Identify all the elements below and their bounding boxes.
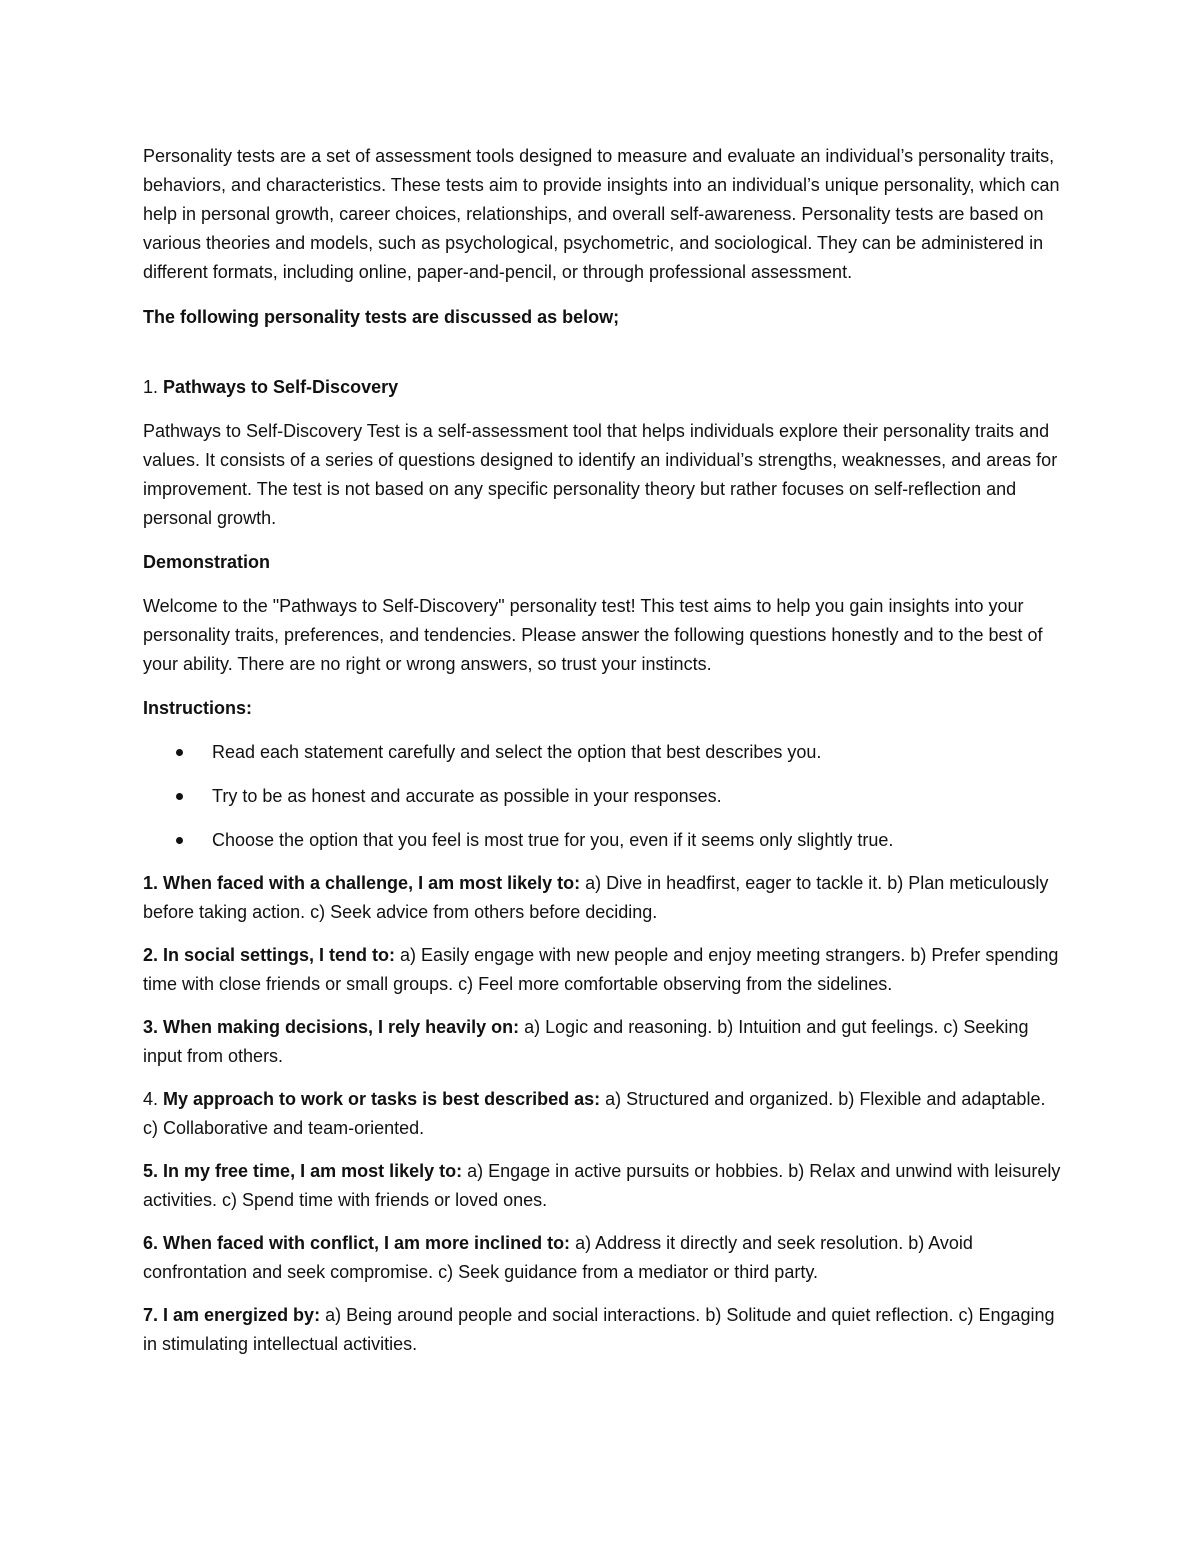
section-1-description: Pathways to Self-Discovery Test is a self-assessment tool that helps individuals explore their personality traits and values. It consists of a series of questions designed to identify an individual’s strengths, weaknesses, and areas for improvement. The test is not based on any specific personality theory but rather focuses on self-reflection and personal growth. — [143, 421, 1058, 528]
question-7 — [143, 1301, 1063, 1359]
question-6 — [143, 1229, 1063, 1287]
question-number: 1. — [143, 873, 159, 893]
list-item — [143, 782, 1063, 811]
question-number: 3. — [143, 1017, 159, 1037]
question-number: 4. — [143, 1089, 159, 1109]
question-4 — [143, 1085, 1063, 1143]
demonstration-text: Welcome to the "Pathways to Self-Discovery" personality test! This test aims to help you gain insights into your personality traits, preferences, and tendencies. Please answer the following questions honestly and to the best of your ability. There are no right or wrong answers, so trust your instincts. — [143, 596, 1043, 674]
question-options: a) Dive in headfirst, eager to tackle it. b) Plan meticulously before taking action. c) Seek advice from others before deciding. — [143, 873, 1049, 922]
bullet-icon — [176, 749, 183, 756]
question-options: a) Logic and reasoning. b) Intuition and gut feelings. c) Seeking input from others. — [143, 1017, 1029, 1066]
instructions-heading: Instructions: — [143, 698, 253, 718]
section-1-number: 1. — [143, 377, 164, 397]
instruction-text: Try to be as honest and accurate as possible in your responses. — [212, 786, 722, 806]
instructions-list — [143, 738, 1063, 855]
question-number: 2. — [143, 945, 159, 965]
list-item — [143, 738, 1063, 767]
section-1-title: Pathways to Self-Discovery — [163, 377, 399, 397]
question-2 — [143, 941, 1063, 999]
demonstration-heading: Demonstration — [143, 552, 271, 572]
question-options: a) Easily engage with new people and enjoy meeting strangers. b) Prefer spending time with close friends or small groups. c) Feel more comfortable observing from the sidelines. — [143, 945, 1059, 994]
question-number: 6. — [143, 1233, 159, 1253]
question-prompt: When making decisions, I rely heavily on: — [158, 1017, 520, 1037]
question-1 — [143, 869, 1063, 927]
question-prompt: In my free time, I am most likely to: — [158, 1161, 463, 1181]
instruction-text: Read each statement carefully and select the option that best describes you. — [212, 742, 822, 762]
document-page — [143, 142, 1063, 1373]
question-options: a) Engage in active pursuits or hobbies. b) Relax and unwind with leisurely activities. c) Spend time with friends or loved ones. — [143, 1161, 1061, 1210]
question-number: 7. — [143, 1305, 159, 1325]
question-prompt: When faced with conflict, I am more inclined to: — [158, 1233, 571, 1253]
question-options: a) Address it directly and seek resolution. b) Avoid confrontation and seek compromise. c) Seek guidance from a mediator or third party. — [143, 1233, 973, 1282]
question-prompt: My approach to work or tasks is best described as: — [158, 1089, 601, 1109]
section-1-heading — [143, 373, 1063, 402]
question-prompt: I am energized by: — [158, 1305, 321, 1325]
question-options: a) Structured and organized. b) Flexible and adaptable. c) Collaborative and team-oriented. — [143, 1089, 1046, 1138]
question-5 — [143, 1157, 1063, 1215]
intro-paragraph: Personality tests are a set of assessment tools designed to measure and evaluate an individual’s personality traits, behaviors, and characteristics. These tests aim to provide insights into an individual’s unique personality, which can help in personal growth, career choices, relationships, and overall self-awareness. Personality tests are based on various theories and models, such as psychological, psychometric, and sociological. They can be administered in different formats, including online, paper-and-pencil, or through professional assessment. — [143, 146, 1060, 282]
question-options: a) Being around people and social interactions. b) Solitude and quiet reflection. c) Engaging in stimulating intellectual activities. — [143, 1305, 1055, 1354]
instruction-text: Choose the option that you feel is most true for you, even if it seems only slightly true. — [212, 830, 894, 850]
bullet-icon — [176, 793, 183, 800]
question-prompt: In social settings, I tend to: — [158, 945, 396, 965]
question-number: 5. — [143, 1161, 159, 1181]
question-prompt: When faced with a challenge, I am most likely to: — [158, 873, 581, 893]
main-heading: The following personality tests are discussed as below; — [143, 307, 620, 327]
bullet-icon — [176, 837, 183, 844]
list-item — [143, 826, 1063, 855]
question-3 — [143, 1013, 1063, 1071]
